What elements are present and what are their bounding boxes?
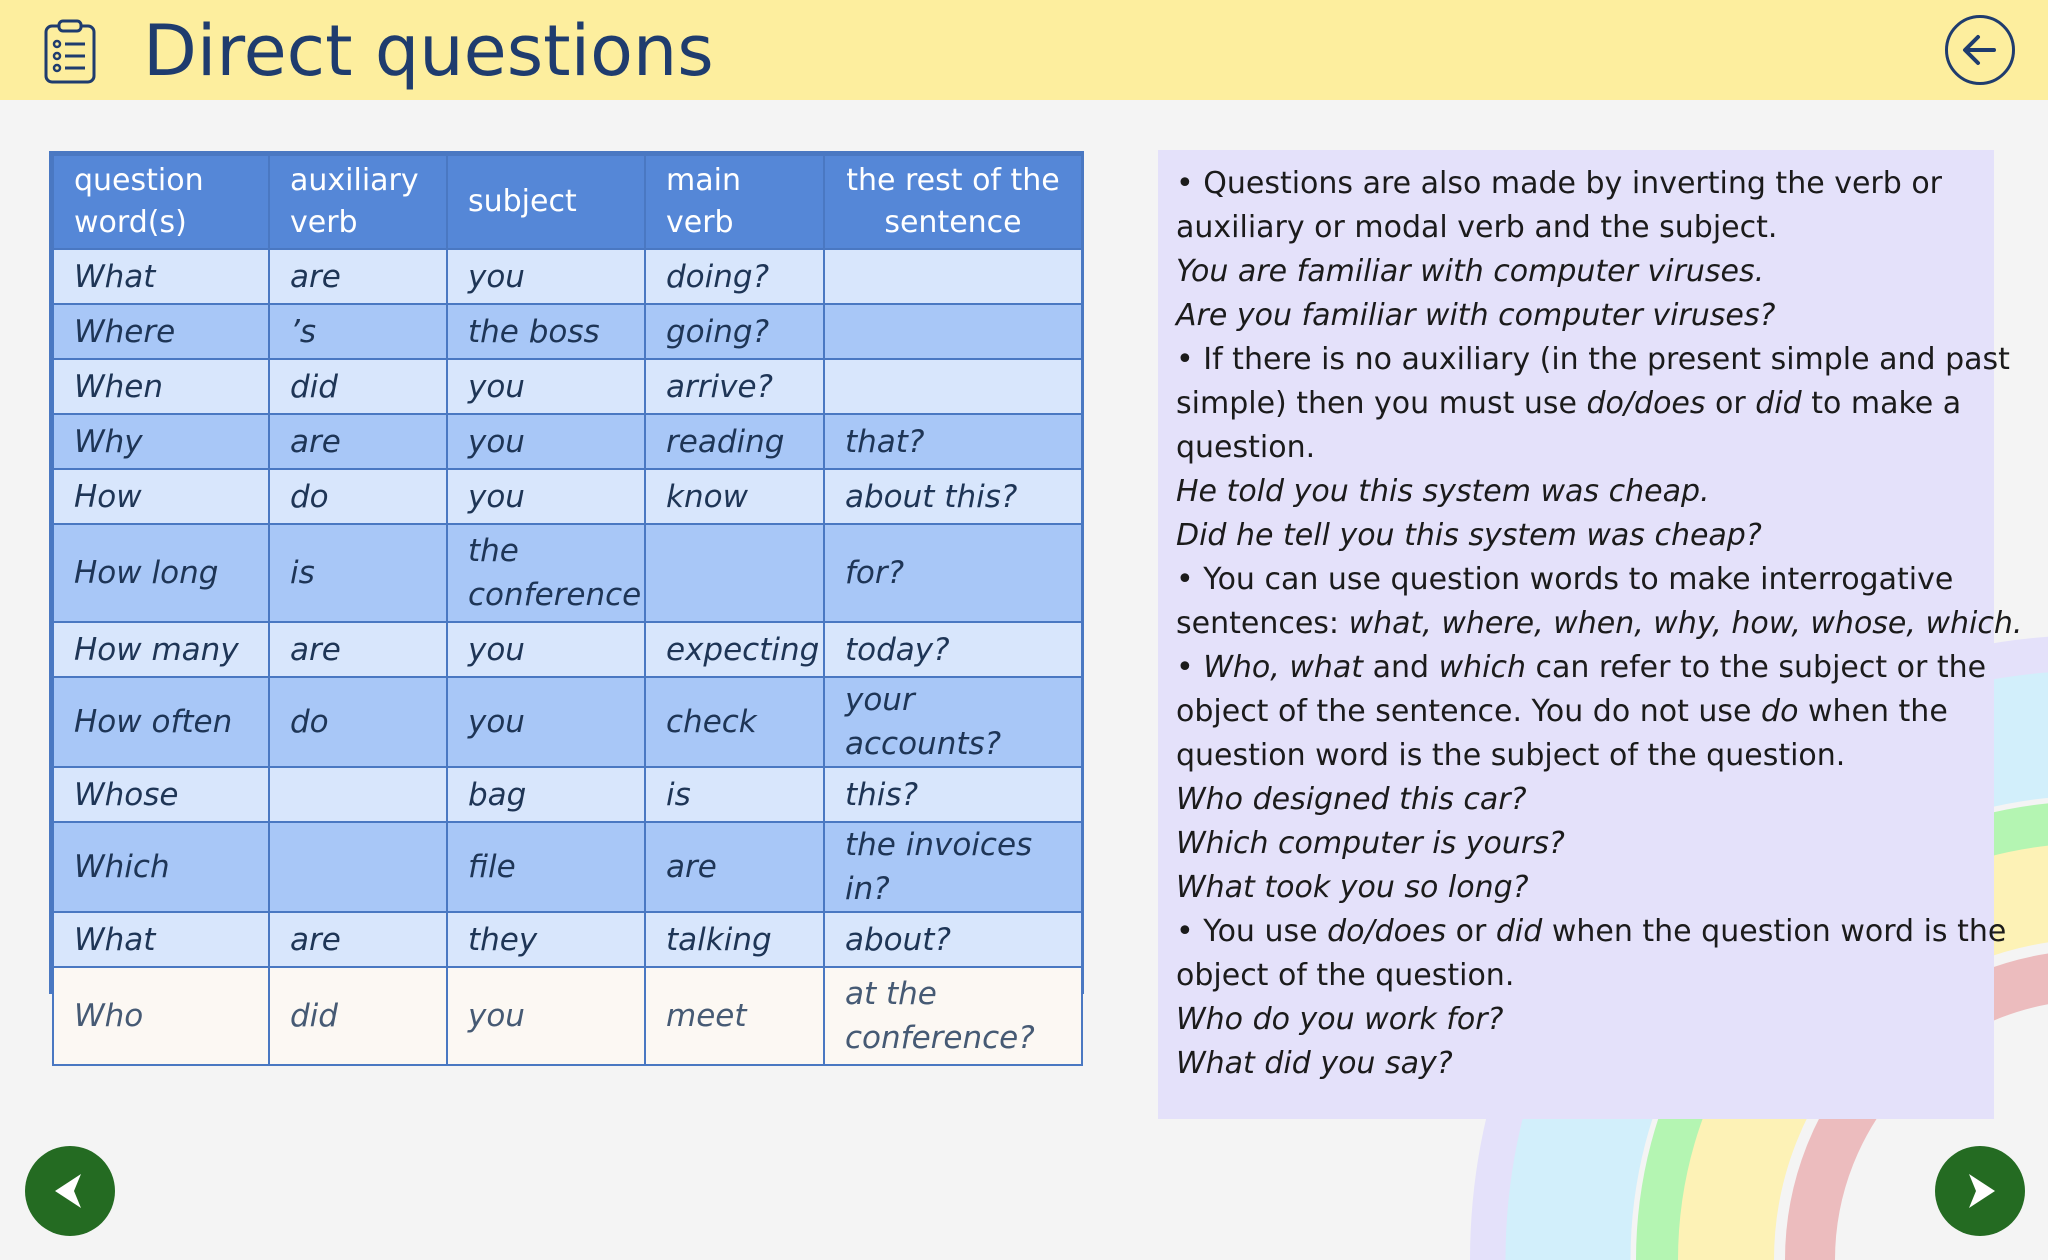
table-cell: What <box>53 912 269 967</box>
table-cell: are <box>645 822 824 912</box>
table-cell <box>645 524 824 622</box>
italic-text: What did you say? <box>1176 1046 1453 1081</box>
note-text: • If there is no auxiliary (in the present simple and past <box>1176 342 2010 377</box>
table-cell <box>269 767 447 822</box>
note-line <box>1176 734 1976 778</box>
note-text: question word is the subject of the question. <box>1176 738 1846 773</box>
table-cell: are <box>269 249 447 304</box>
arrow-left-icon <box>1948 18 2012 82</box>
table-cell: you <box>447 414 645 469</box>
table-cell: are <box>269 622 447 677</box>
italic-text: You are familiar with computer viruses. <box>1176 254 1765 289</box>
chevron-left-icon <box>25 1146 115 1236</box>
chevron-right-icon <box>1935 1146 2025 1236</box>
table-cell: about this? <box>824 469 1082 524</box>
example-sentence <box>1176 778 1976 822</box>
note-text: simple) then you must use <box>1176 386 1587 421</box>
example-sentence <box>1176 998 1976 1042</box>
table-row <box>53 822 1082 912</box>
table-cell: is <box>645 767 824 822</box>
clipboard-list-icon <box>42 18 98 84</box>
table-cell: What <box>53 249 269 304</box>
table-cell: file <box>447 822 645 912</box>
table-row <box>53 967 1082 1065</box>
table-cell: are <box>269 912 447 967</box>
note-line <box>1176 206 1976 250</box>
table-cell: at the conference? <box>824 967 1082 1065</box>
italic-text: do/does <box>1586 386 1706 421</box>
note-text: or <box>1446 914 1496 949</box>
table-row <box>53 524 1082 622</box>
note-line <box>1176 690 1976 734</box>
note-line <box>1176 162 1976 206</box>
table-cell: did <box>269 359 447 414</box>
note-text: to make a <box>1801 386 1962 421</box>
table-cell: expecting <box>645 622 824 677</box>
table-cell: Who <box>53 967 269 1065</box>
table-cell: they <box>447 912 645 967</box>
table-cell: your accounts? <box>824 677 1082 767</box>
italic-text: Which computer is yours? <box>1176 826 1565 861</box>
column-header: question word(s) <box>53 155 269 249</box>
table-cell: Why <box>53 414 269 469</box>
note-text: and <box>1363 650 1439 685</box>
table-cell: reading <box>645 414 824 469</box>
table-cell: you <box>447 967 645 1065</box>
table-cell: are <box>269 414 447 469</box>
table-cell: for? <box>824 524 1082 622</box>
note-text: • You use <box>1176 914 1328 949</box>
header-bar <box>0 0 2048 100</box>
table-row <box>53 469 1082 524</box>
table-cell: about? <box>824 912 1082 967</box>
table-cell <box>824 359 1082 414</box>
grammar-notes-panel <box>1158 150 2023 1119</box>
table-cell: talking <box>645 912 824 967</box>
column-header: the rest of the sentence <box>824 155 1082 249</box>
table-cell: is <box>269 524 447 622</box>
table-cell: Whose <box>53 767 269 822</box>
note-text: when the <box>1798 694 1948 729</box>
note-text: when the question word is the <box>1542 914 2007 949</box>
note-text: can refer to the subject or the <box>1525 650 1987 685</box>
example-sentence <box>1176 250 1976 294</box>
note-line <box>1176 954 1976 998</box>
column-header: auxiliary verb <box>269 155 447 249</box>
table-cell: know <box>645 469 824 524</box>
table-row <box>53 304 1082 359</box>
italic-text: did <box>1495 914 1543 949</box>
italic-text: did <box>1755 386 1802 421</box>
example-sentence <box>1176 514 1976 558</box>
previous-page-button[interactable] <box>25 1146 115 1236</box>
table-cell: the boss <box>447 304 645 359</box>
table-cell: bag <box>447 767 645 822</box>
table-cell: ’s <box>269 304 447 359</box>
table-row <box>53 767 1082 822</box>
table-cell <box>269 822 447 912</box>
table-cell: How many <box>53 622 269 677</box>
table-cell: How long <box>53 524 269 622</box>
table-cell <box>824 249 1082 304</box>
note-text: object of the question. <box>1176 958 1515 993</box>
note-text: • Questions are also made by inverting the verb or <box>1176 166 1943 201</box>
note-line <box>1176 910 2007 954</box>
table-cell: the conference <box>447 524 645 622</box>
table-cell: the invoices in? <box>824 822 1082 912</box>
italic-text: Did he tell you this system was cheap? <box>1176 518 1762 553</box>
table-cell: arrive? <box>645 359 824 414</box>
table-cell: How <box>53 469 269 524</box>
note-line <box>1176 646 1987 690</box>
example-sentence <box>1176 294 1976 338</box>
table-row <box>53 249 1082 304</box>
column-header: main verb <box>645 155 824 249</box>
italic-text: Who, what <box>1203 650 1364 685</box>
table-cell: meet <box>645 967 824 1065</box>
table-cell: do <box>269 677 447 767</box>
table-cell: you <box>447 677 645 767</box>
note-line <box>1176 382 1976 426</box>
table-cell: do <box>269 469 447 524</box>
table-header-row <box>53 155 1082 249</box>
note-text: • <box>1176 650 1204 685</box>
question-structure-table <box>49 151 1084 1056</box>
note-text: question. <box>1176 430 1316 465</box>
italic-text: Who designed this car? <box>1176 782 1527 817</box>
example-sentence <box>1176 1042 1976 1086</box>
table-cell: Where <box>53 304 269 359</box>
table-cell: you <box>447 622 645 677</box>
note-line <box>1176 558 1976 602</box>
table-cell: did <box>269 967 447 1065</box>
table-cell: Which <box>53 822 269 912</box>
column-header: subject <box>447 155 645 249</box>
italic-text: Who do you work for? <box>1176 1002 1504 1037</box>
italic-text: Are you familiar with computer viruses? <box>1176 298 1776 333</box>
italic-text: what, where, when, why, how, whose, which. <box>1348 606 2023 641</box>
table-row <box>53 677 1082 767</box>
table-cell: that? <box>824 414 1082 469</box>
table-row <box>53 359 1082 414</box>
note-line <box>1176 602 2023 646</box>
table-cell <box>824 304 1082 359</box>
table-row <box>53 622 1082 677</box>
page-title: Direct questions <box>143 10 714 92</box>
italic-text: do <box>1761 694 1799 729</box>
note-text: sentences: <box>1176 606 1349 641</box>
table-cell: you <box>447 249 645 304</box>
table-cell: today? <box>824 622 1082 677</box>
next-page-button[interactable] <box>1935 1146 2025 1236</box>
table-cell: this? <box>824 767 1082 822</box>
table-row <box>53 414 1082 469</box>
example-sentence <box>1176 866 1976 910</box>
note-text: object of the sentence. You do not use <box>1176 694 1762 729</box>
italic-text: which <box>1438 650 1526 685</box>
note-text: or <box>1705 386 1756 421</box>
back-button[interactable] <box>1945 15 2015 85</box>
italic-text: He told you this system was cheap. <box>1176 474 1710 509</box>
italic-text: What took you so long? <box>1176 870 1529 905</box>
note-line <box>1176 426 1976 470</box>
note-text: auxiliary or modal verb and the subject. <box>1176 210 1778 245</box>
table-row <box>53 912 1082 967</box>
example-sentence <box>1176 822 1976 866</box>
table-cell: going? <box>645 304 824 359</box>
table-cell: doing? <box>645 249 824 304</box>
table-cell: you <box>447 469 645 524</box>
table-cell: When <box>53 359 269 414</box>
table-cell: you <box>447 359 645 414</box>
table-cell: check <box>645 677 824 767</box>
table-cell: How often <box>53 677 269 767</box>
italic-text: do/does <box>1327 914 1447 949</box>
note-text: • You can use question words to make interrogative <box>1176 562 1954 597</box>
note-line <box>1176 338 2010 382</box>
example-sentence <box>1176 470 1976 514</box>
